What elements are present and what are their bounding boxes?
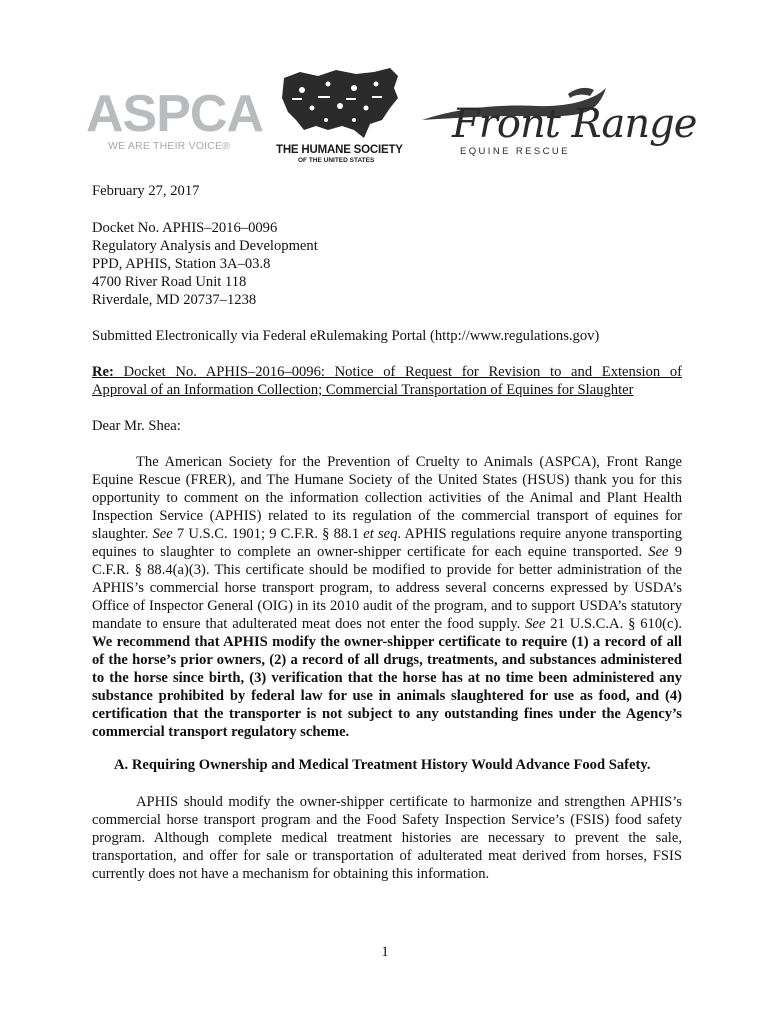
hsus-name: THE HUMANE SOCIETY bbox=[276, 144, 403, 156]
address-line: 4700 River Road Unit 118 bbox=[92, 274, 247, 290]
p1-see-citation: See bbox=[648, 544, 669, 560]
re-subject-line1: Docket No. APHIS–2016–0096: Notice of Request for Revision to and Extension of bbox=[123, 364, 682, 380]
aspca-wordmark: ASPCA bbox=[86, 85, 264, 143]
p1-text: The American Society for the Prevention of Cruelty to Animals (ASPCA), Front Range Equine Rescue (FRER), and The Humane Society of the United States (HSUS) thank you for this opportunity to comment on the information collection activities of the Animal and Plant Health Inspection Service (APHIS) related to its regulation of the commercial transport of equines for slaughter. bbox=[92, 454, 682, 542]
p1-see-citation: See bbox=[525, 616, 546, 632]
re-subject-line2: Approval of an Information Collection; Commercial Transportation of Equines for Slaughter bbox=[92, 382, 634, 398]
p1-text: 9 C.F.R. § 88.4(a)(3). This certificate should be modified to provide for better administration of the APHIS’s commercial horse transport program, to address several concerns expressed by USDA’s Office of Inspector General (OIG) in its 2010 audit of the program, and to support USDA’s statutory mandate to ensure that adulterated meat does not enter the food supply. bbox=[92, 544, 682, 632]
p1-see-citation: See bbox=[152, 526, 173, 542]
aspca-tagline: WE ARE THEIR VOICE® bbox=[108, 140, 231, 152]
p1-text: 7 U.S.C. 1901; 9 C.F.R. § 88.1 bbox=[172, 526, 364, 542]
paragraph-intro bbox=[92, 453, 682, 741]
frer-logo bbox=[418, 86, 697, 166]
p1-recommendation: We recommend that APHIS modify the owner-shipper certificate to require (1) a record of all of the horse’s prior owners, (2) a record of all drugs, treatments, and substances administered to the horse since birth, (3) verification that the horse has at no time been administered any substance prohibited by federal law for use in animals slaughtered for use as food, and (4) certification that the transporter is not subject to any outstanding fines under the Agency’s commercial transport regulatory scheme. bbox=[92, 634, 682, 740]
page-number: 1 bbox=[381, 944, 389, 960]
p1-et-seq: et seq bbox=[363, 526, 398, 542]
hsus-animals-map-icon bbox=[278, 68, 402, 142]
frer-subtitle: EQUINE RESCUE bbox=[460, 146, 570, 157]
recipient-address bbox=[92, 219, 682, 309]
re-label: Re: bbox=[92, 364, 114, 380]
address-line: Docket No. APHIS–2016–0096 bbox=[92, 220, 278, 236]
hsus-logo bbox=[268, 68, 408, 168]
aspca-logo bbox=[86, 85, 264, 156]
letter-date: February 27, 2017 bbox=[92, 183, 200, 199]
section-a-heading: A. Requiring Ownership and Medical Treatment History Would Advance Food Safety. bbox=[114, 757, 651, 773]
p1-text: . APHIS regulations require anyone transporting equines to slaughter to complete an owner-shipper certificate for each equine transported. bbox=[92, 526, 682, 560]
frer-script-name: Front Range bbox=[452, 101, 697, 147]
letterhead-logos bbox=[0, 0, 770, 180]
paragraph-section-a: APHIS should modify the owner-shipper certificate to harmonize and strengthen APHIS’s commercial horse transport program and the Food Safety Inspection Service’s (FSIS) food safety program. Although complete medical treatment histories are necessary to prevent the sale, transportation, and offer for sale or transportation of adulterated meat derived from horses, FSIS currently does not have a mechanism for obtaining this information. bbox=[92, 794, 682, 882]
re-line bbox=[92, 363, 682, 399]
address-line: PPD, APHIS, Station 3A–03.8 bbox=[92, 256, 271, 272]
address-line: Regulatory Analysis and Development bbox=[92, 238, 318, 254]
p1-text: 21 U.S.C.A. § 610(c). bbox=[545, 616, 682, 632]
address-line: Riverdale, MD 20737–1238 bbox=[92, 292, 257, 308]
submission-note: Submitted Electronically via Federal eRulemaking Portal (http://www.regulations.gov) bbox=[92, 328, 600, 344]
hsus-subtitle: OF THE UNITED STATES bbox=[298, 157, 375, 164]
salutation: Dear Mr. Shea: bbox=[92, 418, 181, 434]
